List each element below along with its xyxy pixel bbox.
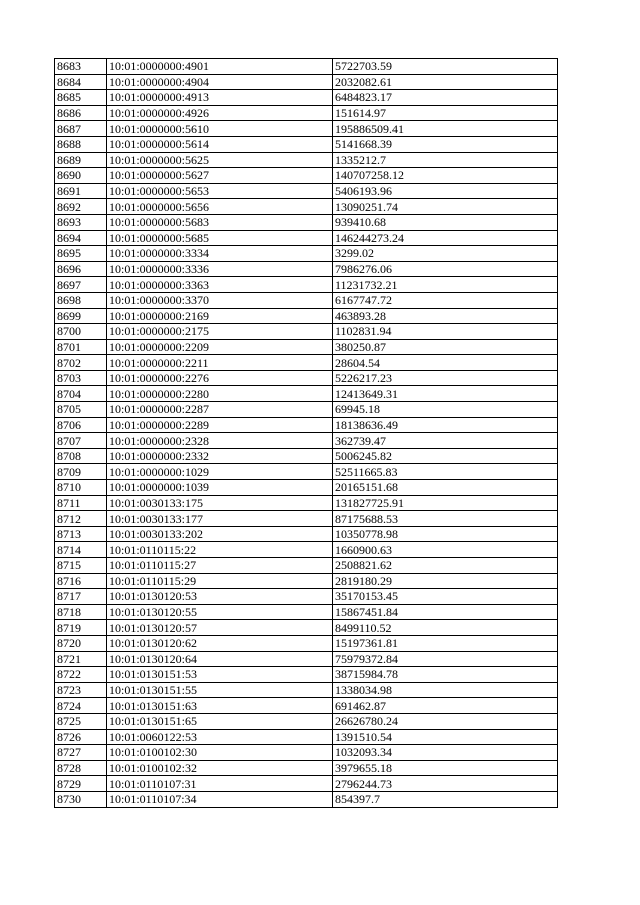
- row-number-cell: 8726: [55, 729, 107, 745]
- value-cell: 5141668.39: [333, 136, 558, 152]
- table-row: [55, 745, 558, 761]
- table-row: [55, 183, 558, 199]
- table-row: [55, 417, 558, 433]
- cadastral-number-cell: 10:01:0000000:2169: [107, 308, 333, 324]
- value-cell: 5406193.96: [333, 183, 558, 199]
- row-number-cell: 8727: [55, 745, 107, 761]
- row-number-cell: 8713: [55, 526, 107, 542]
- table-row: [55, 635, 558, 651]
- value-cell: 13090251.74: [333, 199, 558, 215]
- cadastral-number-cell: 10:01:0000000:2289: [107, 417, 333, 433]
- table-row: [55, 292, 558, 308]
- row-number-cell: 8691: [55, 183, 107, 199]
- value-cell: 146244273.24: [333, 230, 558, 246]
- cadastral-number-cell: 10:01:0000000:4901: [107, 59, 333, 75]
- table-row: [55, 121, 558, 137]
- table-row: [55, 713, 558, 729]
- value-cell: 6167747.72: [333, 292, 558, 308]
- table-row: [55, 246, 558, 262]
- cadastral-number-cell: 10:01:0030133:175: [107, 495, 333, 511]
- table-row: [55, 277, 558, 293]
- cadastral-number-cell: 10:01:0000000:3363: [107, 277, 333, 293]
- table-row: [55, 339, 558, 355]
- value-cell: 28604.54: [333, 355, 558, 371]
- value-cell: 52511665.83: [333, 464, 558, 480]
- cadastral-number-cell: 10:01:0130120:62: [107, 635, 333, 651]
- cadastral-number-cell: 10:01:0030133:202: [107, 526, 333, 542]
- value-cell: 15197361.81: [333, 635, 558, 651]
- table-row: [55, 464, 558, 480]
- value-cell: 12413649.31: [333, 386, 558, 402]
- cadastral-number-cell: 10:01:0100102:32: [107, 760, 333, 776]
- value-cell: 2032082.61: [333, 74, 558, 90]
- table-row: [55, 308, 558, 324]
- row-number-cell: 8689: [55, 152, 107, 168]
- value-cell: 10350778.98: [333, 526, 558, 542]
- table-body: [55, 59, 558, 808]
- row-number-cell: 8717: [55, 589, 107, 605]
- table-row: [55, 495, 558, 511]
- cadastral-number-cell: 10:01:0030133:177: [107, 511, 333, 527]
- value-cell: 69945.18: [333, 402, 558, 418]
- cadastral-number-cell: 10:01:0000000:1029: [107, 464, 333, 480]
- cadastral-number-cell: 10:01:0000000:4904: [107, 74, 333, 90]
- value-cell: 3299.02: [333, 246, 558, 262]
- row-number-cell: 8718: [55, 604, 107, 620]
- value-cell: 140707258.12: [333, 168, 558, 184]
- cadastral-number-cell: 10:01:0000000:5685: [107, 230, 333, 246]
- table-row: [55, 324, 558, 340]
- cadastral-number-cell: 10:01:0110115:29: [107, 573, 333, 589]
- cadastral-number-cell: 10:01:0000000:3370: [107, 292, 333, 308]
- row-number-cell: 8711: [55, 495, 107, 511]
- table-row: [55, 261, 558, 277]
- table-row: [55, 776, 558, 792]
- cadastral-number-cell: 10:01:0110115:22: [107, 542, 333, 558]
- cadastral-number-cell: 10:01:0000000:5610: [107, 121, 333, 137]
- value-cell: 18138636.49: [333, 417, 558, 433]
- value-cell: 2819180.29: [333, 573, 558, 589]
- row-number-cell: 8729: [55, 776, 107, 792]
- value-cell: 939410.68: [333, 214, 558, 230]
- cadastral-number-cell: 10:01:0000000:2209: [107, 339, 333, 355]
- cadastral-number-cell: 10:01:0000000:5656: [107, 199, 333, 215]
- table-row: [55, 698, 558, 714]
- row-number-cell: 8722: [55, 667, 107, 683]
- cadastral-number-cell: 10:01:0000000:2332: [107, 448, 333, 464]
- data-table: [54, 58, 558, 808]
- table-row: [55, 542, 558, 558]
- row-number-cell: 8703: [55, 370, 107, 386]
- value-cell: 15867451.84: [333, 604, 558, 620]
- table-row: [55, 402, 558, 418]
- cadastral-number-cell: 10:01:0110107:31: [107, 776, 333, 792]
- table-row: [55, 558, 558, 574]
- table-row: [55, 667, 558, 683]
- cadastral-number-cell: 10:01:0000000:1039: [107, 480, 333, 496]
- row-number-cell: 8692: [55, 199, 107, 215]
- cadastral-number-cell: 10:01:0000000:2276: [107, 370, 333, 386]
- row-number-cell: 8695: [55, 246, 107, 262]
- value-cell: 1338034.98: [333, 682, 558, 698]
- row-number-cell: 8708: [55, 448, 107, 464]
- table-row: [55, 90, 558, 106]
- value-cell: 1391510.54: [333, 729, 558, 745]
- table-row: [55, 729, 558, 745]
- row-number-cell: 8700: [55, 324, 107, 340]
- row-number-cell: 8710: [55, 480, 107, 496]
- value-cell: 362739.47: [333, 433, 558, 449]
- table-row: [55, 760, 558, 776]
- table-row: [55, 214, 558, 230]
- row-number-cell: 8698: [55, 292, 107, 308]
- cadastral-number-cell: 10:01:0000000:3334: [107, 246, 333, 262]
- value-cell: 3979655.18: [333, 760, 558, 776]
- table-row: [55, 433, 558, 449]
- cadastral-number-cell: 10:01:0000000:5625: [107, 152, 333, 168]
- row-number-cell: 8724: [55, 698, 107, 714]
- value-cell: 7986276.06: [333, 261, 558, 277]
- row-number-cell: 8704: [55, 386, 107, 402]
- row-number-cell: 8705: [55, 402, 107, 418]
- value-cell: 463893.28: [333, 308, 558, 324]
- row-number-cell: 8686: [55, 105, 107, 121]
- table-row: [55, 199, 558, 215]
- value-cell: 691462.87: [333, 698, 558, 714]
- value-cell: 151614.97: [333, 105, 558, 121]
- cadastral-number-cell: 10:01:0100102:30: [107, 745, 333, 761]
- value-cell: 131827725.91: [333, 495, 558, 511]
- row-number-cell: 8725: [55, 713, 107, 729]
- cadastral-number-cell: 10:01:0130120:55: [107, 604, 333, 620]
- row-number-cell: 8697: [55, 277, 107, 293]
- table-row: [55, 682, 558, 698]
- table-row: [55, 448, 558, 464]
- value-cell: 35170153.45: [333, 589, 558, 605]
- row-number-cell: 8693: [55, 214, 107, 230]
- row-number-cell: 8721: [55, 651, 107, 667]
- cadastral-number-cell: 10:01:0000000:4926: [107, 105, 333, 121]
- row-number-cell: 8719: [55, 620, 107, 636]
- row-number-cell: 8714: [55, 542, 107, 558]
- row-number-cell: 8720: [55, 635, 107, 651]
- table-row: [55, 136, 558, 152]
- table-row: [55, 620, 558, 636]
- row-number-cell: 8702: [55, 355, 107, 371]
- table-row: [55, 152, 558, 168]
- value-cell: 2508821.62: [333, 558, 558, 574]
- table-row: [55, 511, 558, 527]
- value-cell: 195886509.41: [333, 121, 558, 137]
- row-number-cell: 8685: [55, 90, 107, 106]
- cadastral-number-cell: 10:01:0130120:57: [107, 620, 333, 636]
- cadastral-number-cell: 10:01:0130120:53: [107, 589, 333, 605]
- cadastral-number-cell: 10:01:0130120:64: [107, 651, 333, 667]
- cadastral-number-cell: 10:01:0000000:2280: [107, 386, 333, 402]
- row-number-cell: 8715: [55, 558, 107, 574]
- value-cell: 1032093.34: [333, 745, 558, 761]
- row-number-cell: 8690: [55, 168, 107, 184]
- cadastral-number-cell: 10:01:0110115:27: [107, 558, 333, 574]
- cadastral-number-cell: 10:01:0000000:5653: [107, 183, 333, 199]
- value-cell: 26626780.24: [333, 713, 558, 729]
- value-cell: 1102831.94: [333, 324, 558, 340]
- table-row: [55, 651, 558, 667]
- row-number-cell: 8688: [55, 136, 107, 152]
- cadastral-number-cell: 10:01:0060122:53: [107, 729, 333, 745]
- row-number-cell: 8683: [55, 59, 107, 75]
- cadastral-number-cell: 10:01:0130151:53: [107, 667, 333, 683]
- value-cell: 87175688.53: [333, 511, 558, 527]
- row-number-cell: 8701: [55, 339, 107, 355]
- value-cell: 11231732.21: [333, 277, 558, 293]
- cadastral-number-cell: 10:01:0130151:65: [107, 713, 333, 729]
- table-row: [55, 74, 558, 90]
- row-number-cell: 8712: [55, 511, 107, 527]
- value-cell: 8499110.52: [333, 620, 558, 636]
- row-number-cell: 8723: [55, 682, 107, 698]
- table-row: [55, 355, 558, 371]
- table-row: [55, 480, 558, 496]
- value-cell: 2796244.73: [333, 776, 558, 792]
- table-row: [55, 59, 558, 75]
- row-number-cell: 8707: [55, 433, 107, 449]
- cadastral-number-cell: 10:01:0000000:2287: [107, 402, 333, 418]
- table-row: [55, 230, 558, 246]
- table-row: [55, 589, 558, 605]
- cadastral-number-cell: 10:01:0130151:63: [107, 698, 333, 714]
- row-number-cell: 8687: [55, 121, 107, 137]
- table-row: [55, 105, 558, 121]
- cadastral-number-cell: 10:01:0130151:55: [107, 682, 333, 698]
- table-row: [55, 791, 558, 807]
- cadastral-number-cell: 10:01:0000000:3336: [107, 261, 333, 277]
- row-number-cell: 8694: [55, 230, 107, 246]
- row-number-cell: 8699: [55, 308, 107, 324]
- table-row: [55, 370, 558, 386]
- value-cell: 5006245.82: [333, 448, 558, 464]
- cadastral-number-cell: 10:01:0110107:34: [107, 791, 333, 807]
- cadastral-number-cell: 10:01:0000000:2211: [107, 355, 333, 371]
- value-cell: 854397.7: [333, 791, 558, 807]
- table-row: [55, 386, 558, 402]
- table-row: [55, 526, 558, 542]
- value-cell: 75979372.84: [333, 651, 558, 667]
- row-number-cell: 8730: [55, 791, 107, 807]
- cadastral-number-cell: 10:01:0000000:5683: [107, 214, 333, 230]
- row-number-cell: 8696: [55, 261, 107, 277]
- value-cell: 5722703.59: [333, 59, 558, 75]
- cadastral-number-cell: 10:01:0000000:2175: [107, 324, 333, 340]
- row-number-cell: 8709: [55, 464, 107, 480]
- row-number-cell: 8684: [55, 74, 107, 90]
- cadastral-number-cell: 10:01:0000000:5614: [107, 136, 333, 152]
- table-row: [55, 168, 558, 184]
- value-cell: 380250.87: [333, 339, 558, 355]
- value-cell: 38715984.78: [333, 667, 558, 683]
- value-cell: 20165151.68: [333, 480, 558, 496]
- cadastral-number-cell: 10:01:0000000:2328: [107, 433, 333, 449]
- cadastral-number-cell: 10:01:0000000:5627: [107, 168, 333, 184]
- row-number-cell: 8728: [55, 760, 107, 776]
- value-cell: 6484823.17: [333, 90, 558, 106]
- value-cell: 5226217.23: [333, 370, 558, 386]
- row-number-cell: 8716: [55, 573, 107, 589]
- cadastral-number-cell: 10:01:0000000:4913: [107, 90, 333, 106]
- table-row: [55, 604, 558, 620]
- row-number-cell: 8706: [55, 417, 107, 433]
- value-cell: 1335212.7: [333, 152, 558, 168]
- value-cell: 1660900.63: [333, 542, 558, 558]
- table-row: [55, 573, 558, 589]
